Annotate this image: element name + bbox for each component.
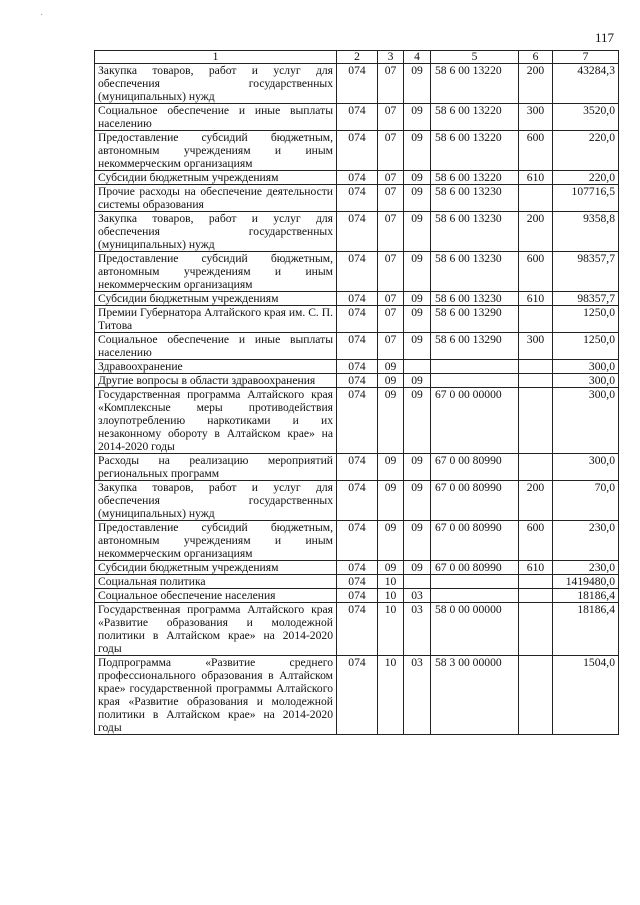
section-cell: 10: [378, 589, 404, 603]
expense-type-cell: 600: [519, 131, 553, 171]
table-row: [95, 589, 619, 603]
row-name-cell: Предоставление субсидий бюджетным, автономным учреждениям и иным некоммерческим организациям: [95, 521, 337, 561]
subsection-cell: 09: [404, 171, 431, 185]
admin-code-cell: 074: [337, 603, 378, 656]
section-cell: 07: [378, 212, 404, 252]
target-article-cell: 58 6 00 13290: [431, 333, 519, 360]
admin-code-cell: 074: [337, 374, 378, 388]
amount-cell: 1504,0: [553, 656, 619, 735]
amount-cell: 300,0: [553, 360, 619, 374]
subsection-cell: 03: [404, 603, 431, 656]
expense-type-cell: [519, 374, 553, 388]
admin-code-cell: 074: [337, 575, 378, 589]
expense-type-cell: [519, 575, 553, 589]
subsection-cell: [404, 575, 431, 589]
target-article-cell: 58 6 00 13230: [431, 212, 519, 252]
section-cell: 10: [378, 603, 404, 656]
table-row: [95, 575, 619, 589]
section-cell: 07: [378, 131, 404, 171]
target-article-cell: 67 0 00 80990: [431, 481, 519, 521]
expense-type-cell: [519, 656, 553, 735]
page-number: 117: [594, 30, 614, 45]
table-body: [95, 64, 619, 735]
table-row: [95, 64, 619, 104]
expense-type-cell: 610: [519, 171, 553, 185]
target-article-cell: 67 0 00 00000: [431, 388, 519, 454]
section-cell: 09: [378, 561, 404, 575]
expense-type-cell: 200: [519, 481, 553, 521]
table-row: [95, 454, 619, 481]
expense-type-cell: [519, 603, 553, 656]
row-name-cell: Субсидии бюджетным учреждениям: [95, 292, 337, 306]
amount-cell: 230,0: [553, 561, 619, 575]
admin-code-cell: 074: [337, 454, 378, 481]
row-name-cell: Прочие расходы на обеспечение деятельности системы образования: [95, 185, 337, 212]
subsection-cell: 09: [404, 521, 431, 561]
subsection-cell: 09: [404, 185, 431, 212]
section-cell: 07: [378, 104, 404, 131]
row-name-cell: Субсидии бюджетным учреждениям: [95, 561, 337, 575]
expense-type-cell: 610: [519, 561, 553, 575]
budget-table: [94, 50, 619, 735]
subsection-cell: 09: [404, 454, 431, 481]
amount-cell: 300,0: [553, 454, 619, 481]
table-row: [95, 521, 619, 561]
target-article-cell: 58 0 00 00000: [431, 603, 519, 656]
header-row: [95, 51, 619, 64]
subsection-cell: 09: [404, 292, 431, 306]
expense-type-cell: [519, 454, 553, 481]
subsection-cell: [404, 360, 431, 374]
section-cell: 07: [378, 185, 404, 212]
target-article-cell: 58 6 00 13220: [431, 171, 519, 185]
subsection-cell: 09: [404, 374, 431, 388]
section-cell: 09: [378, 360, 404, 374]
target-article-cell: 67 0 00 80990: [431, 454, 519, 481]
admin-code-cell: 074: [337, 656, 378, 735]
subsection-cell: 09: [404, 252, 431, 292]
row-name-cell: Субсидии бюджетным учреждениям: [95, 171, 337, 185]
row-name-cell: Закупка товаров, работ и услуг для обеспечения государственных (муниципальных) нужд: [95, 64, 337, 104]
target-article-cell: 58 6 00 13230: [431, 185, 519, 212]
admin-code-cell: 074: [337, 561, 378, 575]
section-cell: 09: [378, 374, 404, 388]
admin-code-cell: 074: [337, 171, 378, 185]
row-name-cell: Здравоохранение: [95, 360, 337, 374]
expense-type-cell: [519, 388, 553, 454]
amount-cell: 1419480,0: [553, 575, 619, 589]
subsection-cell: 09: [404, 131, 431, 171]
section-cell: 07: [378, 333, 404, 360]
target-article-cell: 58 6 00 13220: [431, 64, 519, 104]
subsection-cell: 03: [404, 589, 431, 603]
row-name-cell: Закупка товаров, работ и услуг для обеспечения государственных (муниципальных) нужд: [95, 212, 337, 252]
admin-code-cell: 074: [337, 292, 378, 306]
table-row: [95, 481, 619, 521]
section-cell: 09: [378, 388, 404, 454]
expense-type-cell: 300: [519, 104, 553, 131]
column-header: 3: [378, 51, 404, 64]
subsection-cell: 09: [404, 104, 431, 131]
row-name-cell: Закупка товаров, работ и услуг для обеспечения государственных (муниципальных) нужд: [95, 481, 337, 521]
admin-code-cell: 074: [337, 104, 378, 131]
section-cell: 09: [378, 521, 404, 561]
subsection-cell: 09: [404, 333, 431, 360]
admin-code-cell: 074: [337, 521, 378, 561]
subsection-cell: 09: [404, 212, 431, 252]
subsection-cell: 03: [404, 656, 431, 735]
row-name-cell: Предоставление субсидий бюджетным, автономным учреждениям и иным некоммерческим организациям: [95, 252, 337, 292]
row-name-cell: Премии Губернатора Алтайского края им. С. П. Титова: [95, 306, 337, 333]
amount-cell: 43284,3: [553, 64, 619, 104]
amount-cell: 300,0: [553, 374, 619, 388]
column-header: 7: [553, 51, 619, 64]
table-row: [95, 131, 619, 171]
table-row: [95, 603, 619, 656]
section-cell: 09: [378, 481, 404, 521]
amount-cell: 18186,4: [553, 603, 619, 656]
target-article-cell: 67 0 00 80990: [431, 561, 519, 575]
table-row: [95, 185, 619, 212]
expense-type-cell: 200: [519, 64, 553, 104]
table-row: [95, 360, 619, 374]
expense-type-cell: 200: [519, 212, 553, 252]
admin-code-cell: 074: [337, 481, 378, 521]
section-cell: 07: [378, 252, 404, 292]
target-article-cell: [431, 374, 519, 388]
row-name-cell: Социальное обеспечение населения: [95, 589, 337, 603]
expense-type-cell: 610: [519, 292, 553, 306]
admin-code-cell: 074: [337, 212, 378, 252]
amount-cell: 220,0: [553, 171, 619, 185]
section-cell: 07: [378, 306, 404, 333]
target-article-cell: [431, 360, 519, 374]
table-row: [95, 104, 619, 131]
column-header: 4: [404, 51, 431, 64]
admin-code-cell: 074: [337, 131, 378, 171]
column-header: 6: [519, 51, 553, 64]
target-article-cell: 58 6 00 13290: [431, 306, 519, 333]
subsection-cell: 09: [404, 481, 431, 521]
scan-speck: ·: [40, 10, 44, 21]
amount-cell: 3520,0: [553, 104, 619, 131]
row-name-cell: Подпрограмма «Развитие среднего профессионального образования в Алтайском крае» государственной программы Алтайского края «Развитие образования и молодежной политики в Алтайском крае» на 2014-2020 годы: [95, 656, 337, 735]
table-row: [95, 252, 619, 292]
row-name-cell: Социальное обеспечение и иные выплаты населению: [95, 333, 337, 360]
amount-cell: 1250,0: [553, 333, 619, 360]
row-name-cell: Расходы на реализацию мероприятий региональных программ: [95, 454, 337, 481]
admin-code-cell: 074: [337, 360, 378, 374]
amount-cell: 9358,8: [553, 212, 619, 252]
subsection-cell: 09: [404, 561, 431, 575]
table-row: [95, 333, 619, 360]
section-cell: 07: [378, 292, 404, 306]
column-header: 5: [431, 51, 519, 64]
expense-type-cell: [519, 360, 553, 374]
subsection-cell: 09: [404, 306, 431, 333]
section-cell: 09: [378, 454, 404, 481]
target-article-cell: [431, 589, 519, 603]
table-row: [95, 292, 619, 306]
row-name-cell: Предоставление субсидий бюджетным, автономным учреждениям и иным некоммерческим организациям: [95, 131, 337, 171]
amount-cell: 98357,7: [553, 252, 619, 292]
admin-code-cell: 074: [337, 388, 378, 454]
section-cell: 10: [378, 656, 404, 735]
target-article-cell: 58 6 00 13220: [431, 131, 519, 171]
admin-code-cell: 074: [337, 333, 378, 360]
amount-cell: 230,0: [553, 521, 619, 561]
admin-code-cell: 074: [337, 64, 378, 104]
admin-code-cell: 074: [337, 185, 378, 212]
row-name-cell: Государственная программа Алтайского края «Развитие образования и молодежной политики в Алтайском крае» на 2014-2020 годы: [95, 603, 337, 656]
expense-type-cell: [519, 306, 553, 333]
expense-type-cell: 600: [519, 521, 553, 561]
row-name-cell: Государственная программа Алтайского края «Комплексные меры противодействия злоупотреблению наркотиками и их незаконному обороту в Алтайском крае» на 2014-2020 годы: [95, 388, 337, 454]
admin-code-cell: 074: [337, 252, 378, 292]
table-row: [95, 374, 619, 388]
target-article-cell: 58 6 00 13230: [431, 292, 519, 306]
table-row: [95, 171, 619, 185]
target-article-cell: 58 6 00 13220: [431, 104, 519, 131]
table-row: [95, 388, 619, 454]
row-name-cell: Другие вопросы в области здравоохранения: [95, 374, 337, 388]
amount-cell: 300,0: [553, 388, 619, 454]
section-cell: 10: [378, 575, 404, 589]
amount-cell: 107716,5: [553, 185, 619, 212]
section-cell: 07: [378, 64, 404, 104]
target-article-cell: 58 3 00 00000: [431, 656, 519, 735]
target-article-cell: [431, 575, 519, 589]
expense-type-cell: [519, 185, 553, 212]
expense-type-cell: 600: [519, 252, 553, 292]
subsection-cell: 09: [404, 388, 431, 454]
column-header: 1: [95, 51, 337, 64]
admin-code-cell: 074: [337, 589, 378, 603]
admin-code-cell: 074: [337, 306, 378, 333]
column-header: 2: [337, 51, 378, 64]
row-name-cell: Социальное обеспечение и иные выплаты населению: [95, 104, 337, 131]
table-row: [95, 561, 619, 575]
section-cell: 07: [378, 171, 404, 185]
amount-cell: 1250,0: [553, 306, 619, 333]
amount-cell: 220,0: [553, 131, 619, 171]
expense-type-cell: 300: [519, 333, 553, 360]
table-row: [95, 306, 619, 333]
subsection-cell: 09: [404, 64, 431, 104]
row-name-cell: Социальная политика: [95, 575, 337, 589]
target-article-cell: 67 0 00 80990: [431, 521, 519, 561]
amount-cell: 70,0: [553, 481, 619, 521]
table-row: [95, 212, 619, 252]
amount-cell: 98357,7: [553, 292, 619, 306]
target-article-cell: 58 6 00 13230: [431, 252, 519, 292]
expense-type-cell: [519, 589, 553, 603]
table-row: [95, 656, 619, 735]
amount-cell: 18186,4: [553, 589, 619, 603]
